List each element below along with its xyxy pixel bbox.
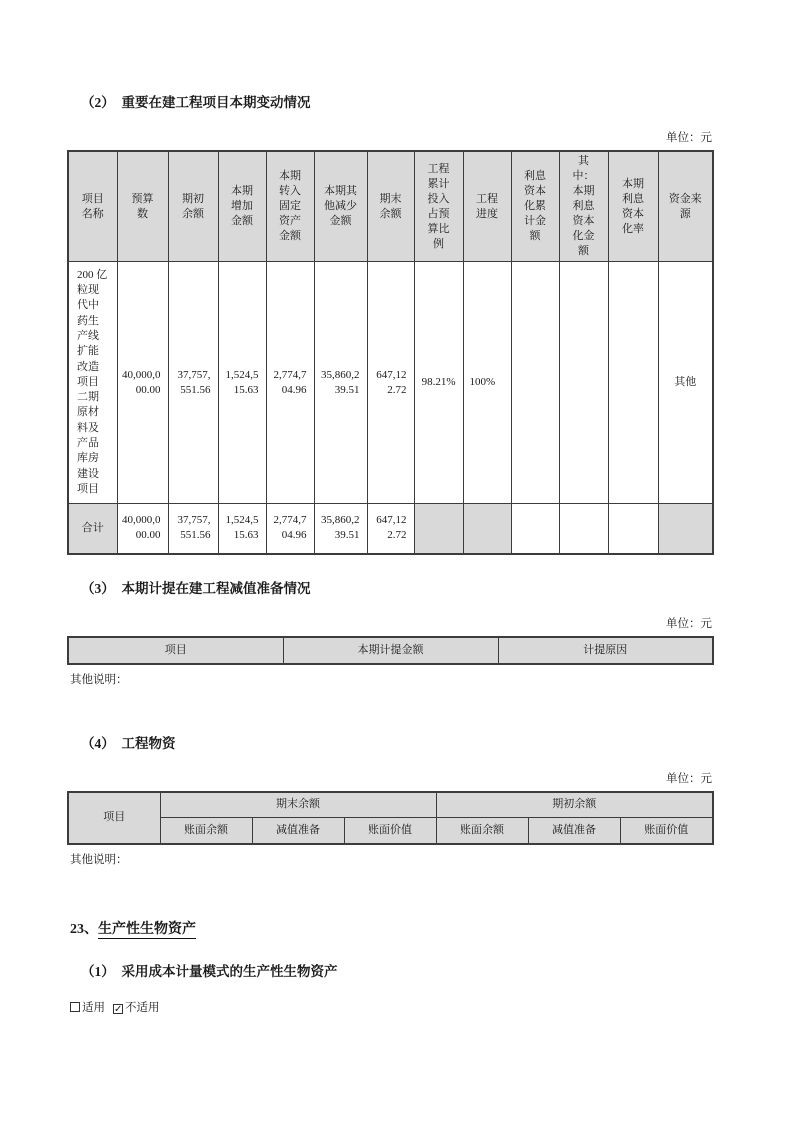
col-header-project-name: 项目名称 bbox=[68, 151, 117, 262]
cell-budget: 40,000,000.00 bbox=[117, 262, 168, 504]
cell-total-progress bbox=[463, 504, 511, 554]
col-group-opening-balance: 期初余额 bbox=[436, 792, 713, 818]
section23-1-heading: （1） 采用成本计量模式的生产性生物资产 bbox=[81, 963, 338, 979]
table-row bbox=[68, 262, 713, 504]
cell-total-transfer-to-fixed-assets: 2,774,704.96 bbox=[266, 504, 314, 554]
col-header-provision-amount: 本期计提金额 bbox=[283, 637, 498, 664]
section23-number: 23、 bbox=[70, 921, 98, 937]
applicability-line bbox=[70, 1001, 793, 1016]
checkbox-unchecked-icon bbox=[70, 1002, 80, 1012]
col-header-cumulative-input-ratio: 工程累计投入占预算比例 bbox=[414, 151, 463, 262]
unit-label: 单位：元 bbox=[666, 772, 712, 785]
col-header-book-value-closing: 账面价值 bbox=[344, 818, 436, 844]
col-header-closing-balance: 期末余额 bbox=[367, 151, 414, 262]
cell-cumulative-input-ratio: 98.21% bbox=[414, 262, 463, 504]
col-header-book-balance-closing: 账面余额 bbox=[160, 818, 252, 844]
cell-total-funding-source bbox=[658, 504, 713, 554]
cell-total-interest-capitalization-rate bbox=[608, 504, 658, 554]
col-header-item: 项目 bbox=[68, 637, 283, 664]
col-group-closing-balance: 期末余额 bbox=[160, 792, 436, 818]
col-header-funding-source: 资金来源 bbox=[658, 151, 713, 262]
cell-total-closing-balance: 647,122.72 bbox=[367, 504, 414, 554]
cell-total-interest-capitalized-period bbox=[559, 504, 608, 554]
col-header-budget: 预算数 bbox=[117, 151, 168, 262]
cell-funding-source: 其他 bbox=[658, 262, 713, 504]
cell-total-cumulative-input-ratio bbox=[414, 504, 463, 554]
cell-transfer-to-fixed-assets: 2,774,704.96 bbox=[266, 262, 314, 504]
cell-interest-capitalized-cumulative bbox=[511, 262, 559, 504]
unit-label: 单位：元 bbox=[666, 617, 712, 630]
col-header-other-decrease: 本期其他减少金额 bbox=[314, 151, 367, 262]
table-header-row-subcolumns bbox=[68, 818, 713, 844]
cell-total-opening-balance: 37,757,551.56 bbox=[168, 504, 218, 554]
col-header-book-balance-opening: 账面余额 bbox=[436, 818, 528, 844]
col-header-progress: 工程进度 bbox=[463, 151, 511, 262]
construction-in-progress-table bbox=[67, 150, 714, 555]
cell-increase: 1,524,515.63 bbox=[218, 262, 266, 504]
unit-label: 单位：元 bbox=[666, 132, 712, 144]
section4-heading: （4） 工程物资 bbox=[81, 735, 176, 751]
col-header-increase: 本期增加金额 bbox=[218, 151, 266, 262]
col-header-interest-capitalized-cumulative: 利息资本化累计金额 bbox=[511, 151, 559, 262]
section23-heading bbox=[70, 920, 793, 939]
cell-total-label: 合计 bbox=[68, 504, 117, 554]
checkbox-checked-icon: ✓ bbox=[114, 1003, 123, 1015]
col-header-book-value-opening: 账面价值 bbox=[620, 818, 713, 844]
cell-total-other-decrease: 35,860,239.51 bbox=[314, 504, 367, 554]
apply-option bbox=[70, 1002, 105, 1014]
cell-total-budget: 40,000,000.00 bbox=[117, 504, 168, 554]
section3-heading: （3） 本期计提在建工程减值准备情况 bbox=[81, 580, 311, 596]
impairment-provision-table bbox=[67, 636, 714, 665]
col-header-interest-capitalized-period: 其中：本期利息资本化金额 bbox=[559, 151, 608, 262]
cell-other-decrease: 35,860,239.51 bbox=[314, 262, 367, 504]
cell-interest-capitalization-rate bbox=[608, 262, 658, 504]
not-apply-option bbox=[113, 1002, 160, 1014]
not-apply-label: 不适用 bbox=[125, 1001, 160, 1014]
col-header-impairment-provision-opening: 减值准备 bbox=[528, 818, 620, 844]
other-notes-label: 其他说明： bbox=[70, 853, 128, 866]
cell-interest-capitalized-period bbox=[559, 262, 608, 504]
cell-opening-balance: 37,757,551.56 bbox=[168, 262, 218, 504]
table-header-row bbox=[68, 637, 713, 664]
col-header-opening-balance: 期初余额 bbox=[168, 151, 218, 262]
cell-closing-balance: 647,122.72 bbox=[367, 262, 414, 504]
col-header-item: 项目 bbox=[68, 792, 160, 844]
col-header-impairment-provision-closing: 减值准备 bbox=[252, 818, 344, 844]
section23-title: 生产性生物资产 bbox=[98, 921, 196, 937]
table-total-row bbox=[68, 504, 713, 554]
other-notes-label: 其他说明： bbox=[70, 673, 128, 686]
table-header-row-groups bbox=[68, 792, 713, 818]
apply-label: 适用 bbox=[82, 1001, 105, 1014]
col-header-interest-capitalization-rate: 本期利息资本化率 bbox=[608, 151, 658, 262]
cell-total-increase: 1,524,515.63 bbox=[218, 504, 266, 554]
table-header-row bbox=[68, 151, 713, 262]
cell-project-name: 200 亿粒现代中药生产线扩能改造项目二期原材料及产品库房建设项目 bbox=[68, 262, 117, 504]
cell-total-interest-capitalized-cumulative bbox=[511, 504, 559, 554]
engineering-materials-table bbox=[67, 791, 714, 845]
col-header-provision-reason: 计提原因 bbox=[498, 637, 713, 664]
col-header-transfer-to-fixed-assets: 本期转入固定资产金额 bbox=[266, 151, 314, 262]
cell-progress: 100% bbox=[463, 262, 511, 504]
section2-heading: （2） 重要在建工程项目本期变动情况 bbox=[81, 95, 311, 110]
